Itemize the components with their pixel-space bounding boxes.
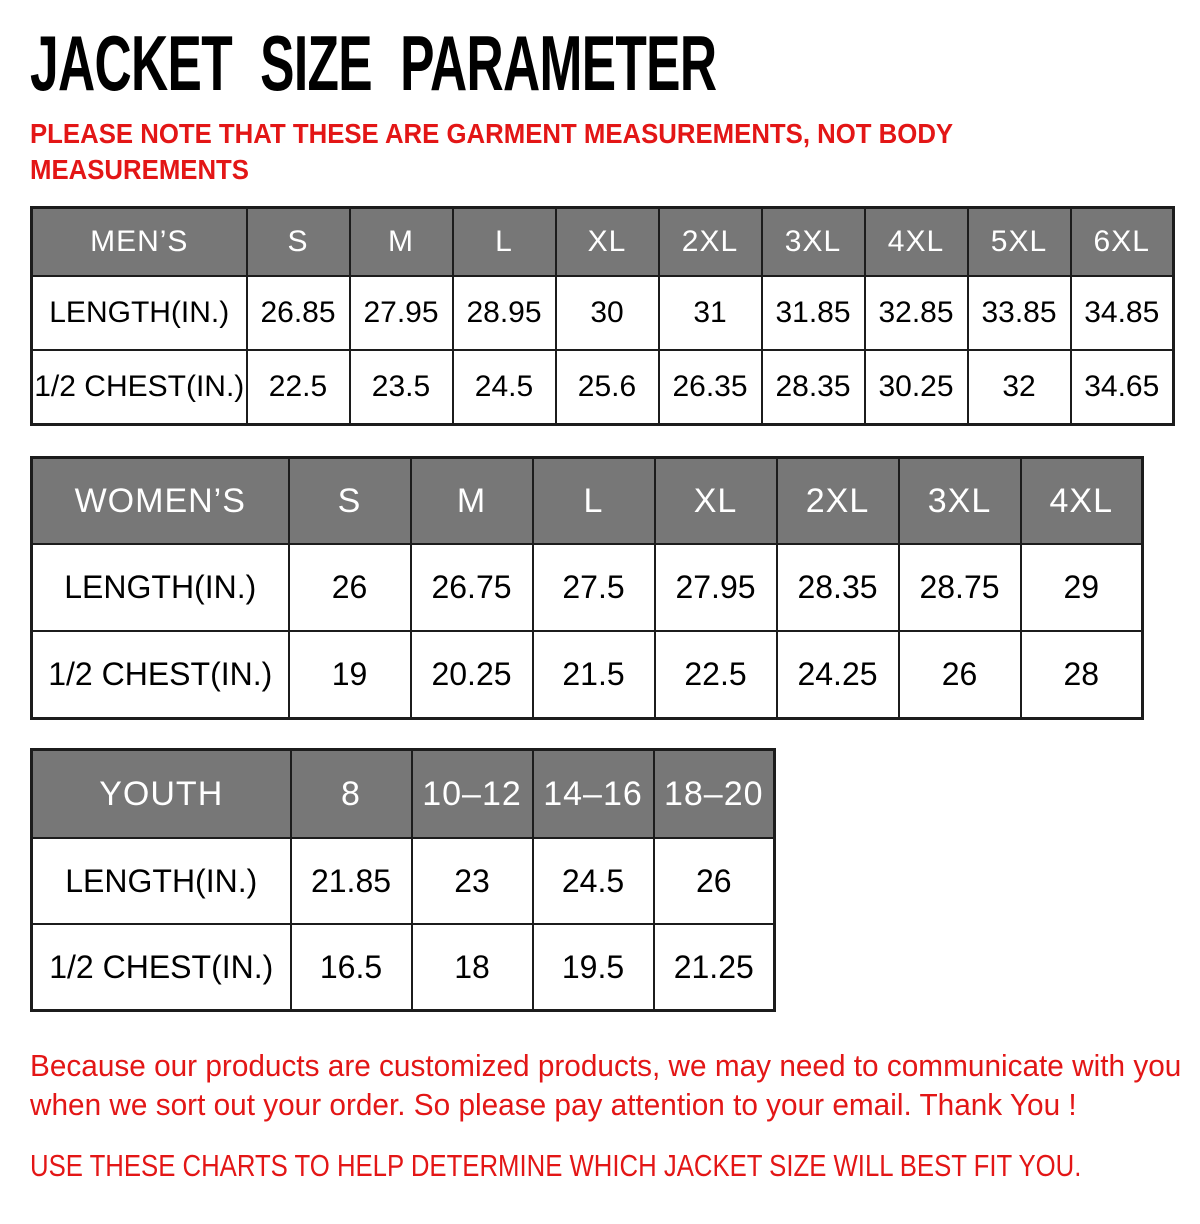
- row-label: LENGTH(IN.): [32, 276, 247, 350]
- row-label: LENGTH(IN.): [32, 838, 291, 924]
- womens-size-header: 4XL: [1021, 458, 1143, 545]
- jacket-size-chart-page: [0, 19, 1200, 1224]
- youth-size-table: [30, 748, 776, 1012]
- womens-chest-value: 28: [1021, 631, 1143, 719]
- mens-size-header: S: [247, 208, 350, 277]
- womens-size-header: M: [411, 458, 533, 545]
- mens-length-value: 32.85: [865, 276, 968, 350]
- mens-size-header: 6XL: [1071, 208, 1174, 277]
- mens-chest-value: 25.6: [556, 350, 659, 425]
- mens-length-value: 31.85: [762, 276, 865, 350]
- row-label: LENGTH(IN.): [32, 544, 289, 631]
- womens-chest-value: 22.5: [655, 631, 777, 719]
- mens-length-value: 34.85: [1071, 276, 1174, 350]
- youth-length-value: 24.5: [533, 838, 654, 924]
- mens-header-row: [32, 208, 1174, 277]
- womens-size-header: S: [289, 458, 411, 545]
- mens-chest-row: [32, 350, 1174, 425]
- womens-chest-value: 19: [289, 631, 411, 719]
- row-label: 1/2 CHEST(IN.): [32, 924, 291, 1011]
- mens-length-value: 30: [556, 276, 659, 350]
- mens-size-header: 3XL: [762, 208, 865, 277]
- youth-chest-value: 16.5: [291, 924, 412, 1011]
- womens-length-value: 27.5: [533, 544, 655, 631]
- youth-length-value: 21.85: [291, 838, 412, 924]
- womens-chest-value: 21.5: [533, 631, 655, 719]
- youth-size-header: 14–16: [533, 750, 654, 839]
- womens-length-value: 29: [1021, 544, 1143, 631]
- youth-size-header: 10–12: [412, 750, 533, 839]
- mens-table-title: MEN’S: [32, 208, 247, 277]
- mens-length-row: [32, 276, 1174, 350]
- youth-header-row: [32, 750, 775, 839]
- notice-line: when we sort out your order. So please pay attention to your email. Thank You !: [30, 1087, 1077, 1122]
- youth-length-row: [32, 838, 775, 924]
- womens-length-value: 28.35: [777, 544, 899, 631]
- mens-size-header: XL: [556, 208, 659, 277]
- youth-size-header: 8: [291, 750, 412, 839]
- mens-chest-value: 32: [968, 350, 1071, 425]
- row-label: 1/2 CHEST(IN.): [32, 631, 289, 719]
- mens-length-value: 26.85: [247, 276, 350, 350]
- womens-size-header: L: [533, 458, 655, 545]
- womens-length-value: 28.75: [899, 544, 1021, 631]
- womens-chest-row: [32, 631, 1143, 719]
- womens-chest-value: 20.25: [411, 631, 533, 719]
- mens-chest-value: 30.25: [865, 350, 968, 425]
- womens-length-row: [32, 544, 1143, 631]
- mens-size-header: L: [453, 208, 556, 277]
- womens-chest-value: 26: [899, 631, 1021, 719]
- womens-chest-value: 24.25: [777, 631, 899, 719]
- youth-chest-value: 18: [412, 924, 533, 1011]
- youth-chest-value: 19.5: [533, 924, 654, 1011]
- mens-chest-value: 34.65: [1071, 350, 1174, 425]
- mens-chest-value: 22.5: [247, 350, 350, 425]
- customization-notice: [30, 1046, 1200, 1124]
- mens-size-header: 5XL: [968, 208, 1071, 277]
- mens-length-value: 33.85: [968, 276, 1071, 350]
- womens-header-row: [32, 458, 1143, 545]
- mens-length-value: 28.95: [453, 276, 556, 350]
- mens-size-header: 4XL: [865, 208, 968, 277]
- mens-size-header: M: [350, 208, 453, 277]
- youth-size-header: 18–20: [654, 750, 775, 839]
- mens-size-header: 2XL: [659, 208, 762, 277]
- note-line: MEASUREMENTS: [30, 154, 249, 185]
- mens-chest-value: 24.5: [453, 350, 556, 425]
- youth-chest-value: 21.25: [654, 924, 775, 1011]
- youth-table-title: YOUTH: [32, 750, 291, 839]
- youth-length-value: 23: [412, 838, 533, 924]
- mens-chest-value: 23.5: [350, 350, 453, 425]
- youth-chest-row: [32, 924, 775, 1011]
- womens-size-header: 3XL: [899, 458, 1021, 545]
- mens-chest-value: 26.35: [659, 350, 762, 425]
- notice-line: Because our products are customized products, we may need to communicate with you: [30, 1048, 1182, 1083]
- womens-table-title: WOMEN’S: [32, 458, 289, 545]
- womens-size-header: 2XL: [777, 458, 899, 545]
- womens-size-header: XL: [655, 458, 777, 545]
- womens-size-table: [30, 456, 1144, 720]
- mens-size-table: [30, 206, 1175, 426]
- note-line: PLEASE NOTE THAT THESE ARE GARMENT MEASUREMENTS, NOT BODY: [30, 118, 954, 149]
- youth-length-value: 26: [654, 838, 775, 924]
- garment-measurement-note: [30, 116, 1200, 188]
- page-title: JACKET SIZE PARAMETER: [30, 19, 717, 107]
- chart-usage-advice: USE THESE CHARTS TO HELP DETERMINE WHICH JACKET SIZE WILL BEST FIT YOU.: [30, 1148, 1082, 1183]
- mens-chest-value: 28.35: [762, 350, 865, 425]
- mens-length-value: 27.95: [350, 276, 453, 350]
- row-label: 1/2 CHEST(IN.): [32, 350, 247, 425]
- womens-length-value: 27.95: [655, 544, 777, 631]
- womens-length-value: 26: [289, 544, 411, 631]
- mens-length-value: 31: [659, 276, 762, 350]
- womens-length-value: 26.75: [411, 544, 533, 631]
